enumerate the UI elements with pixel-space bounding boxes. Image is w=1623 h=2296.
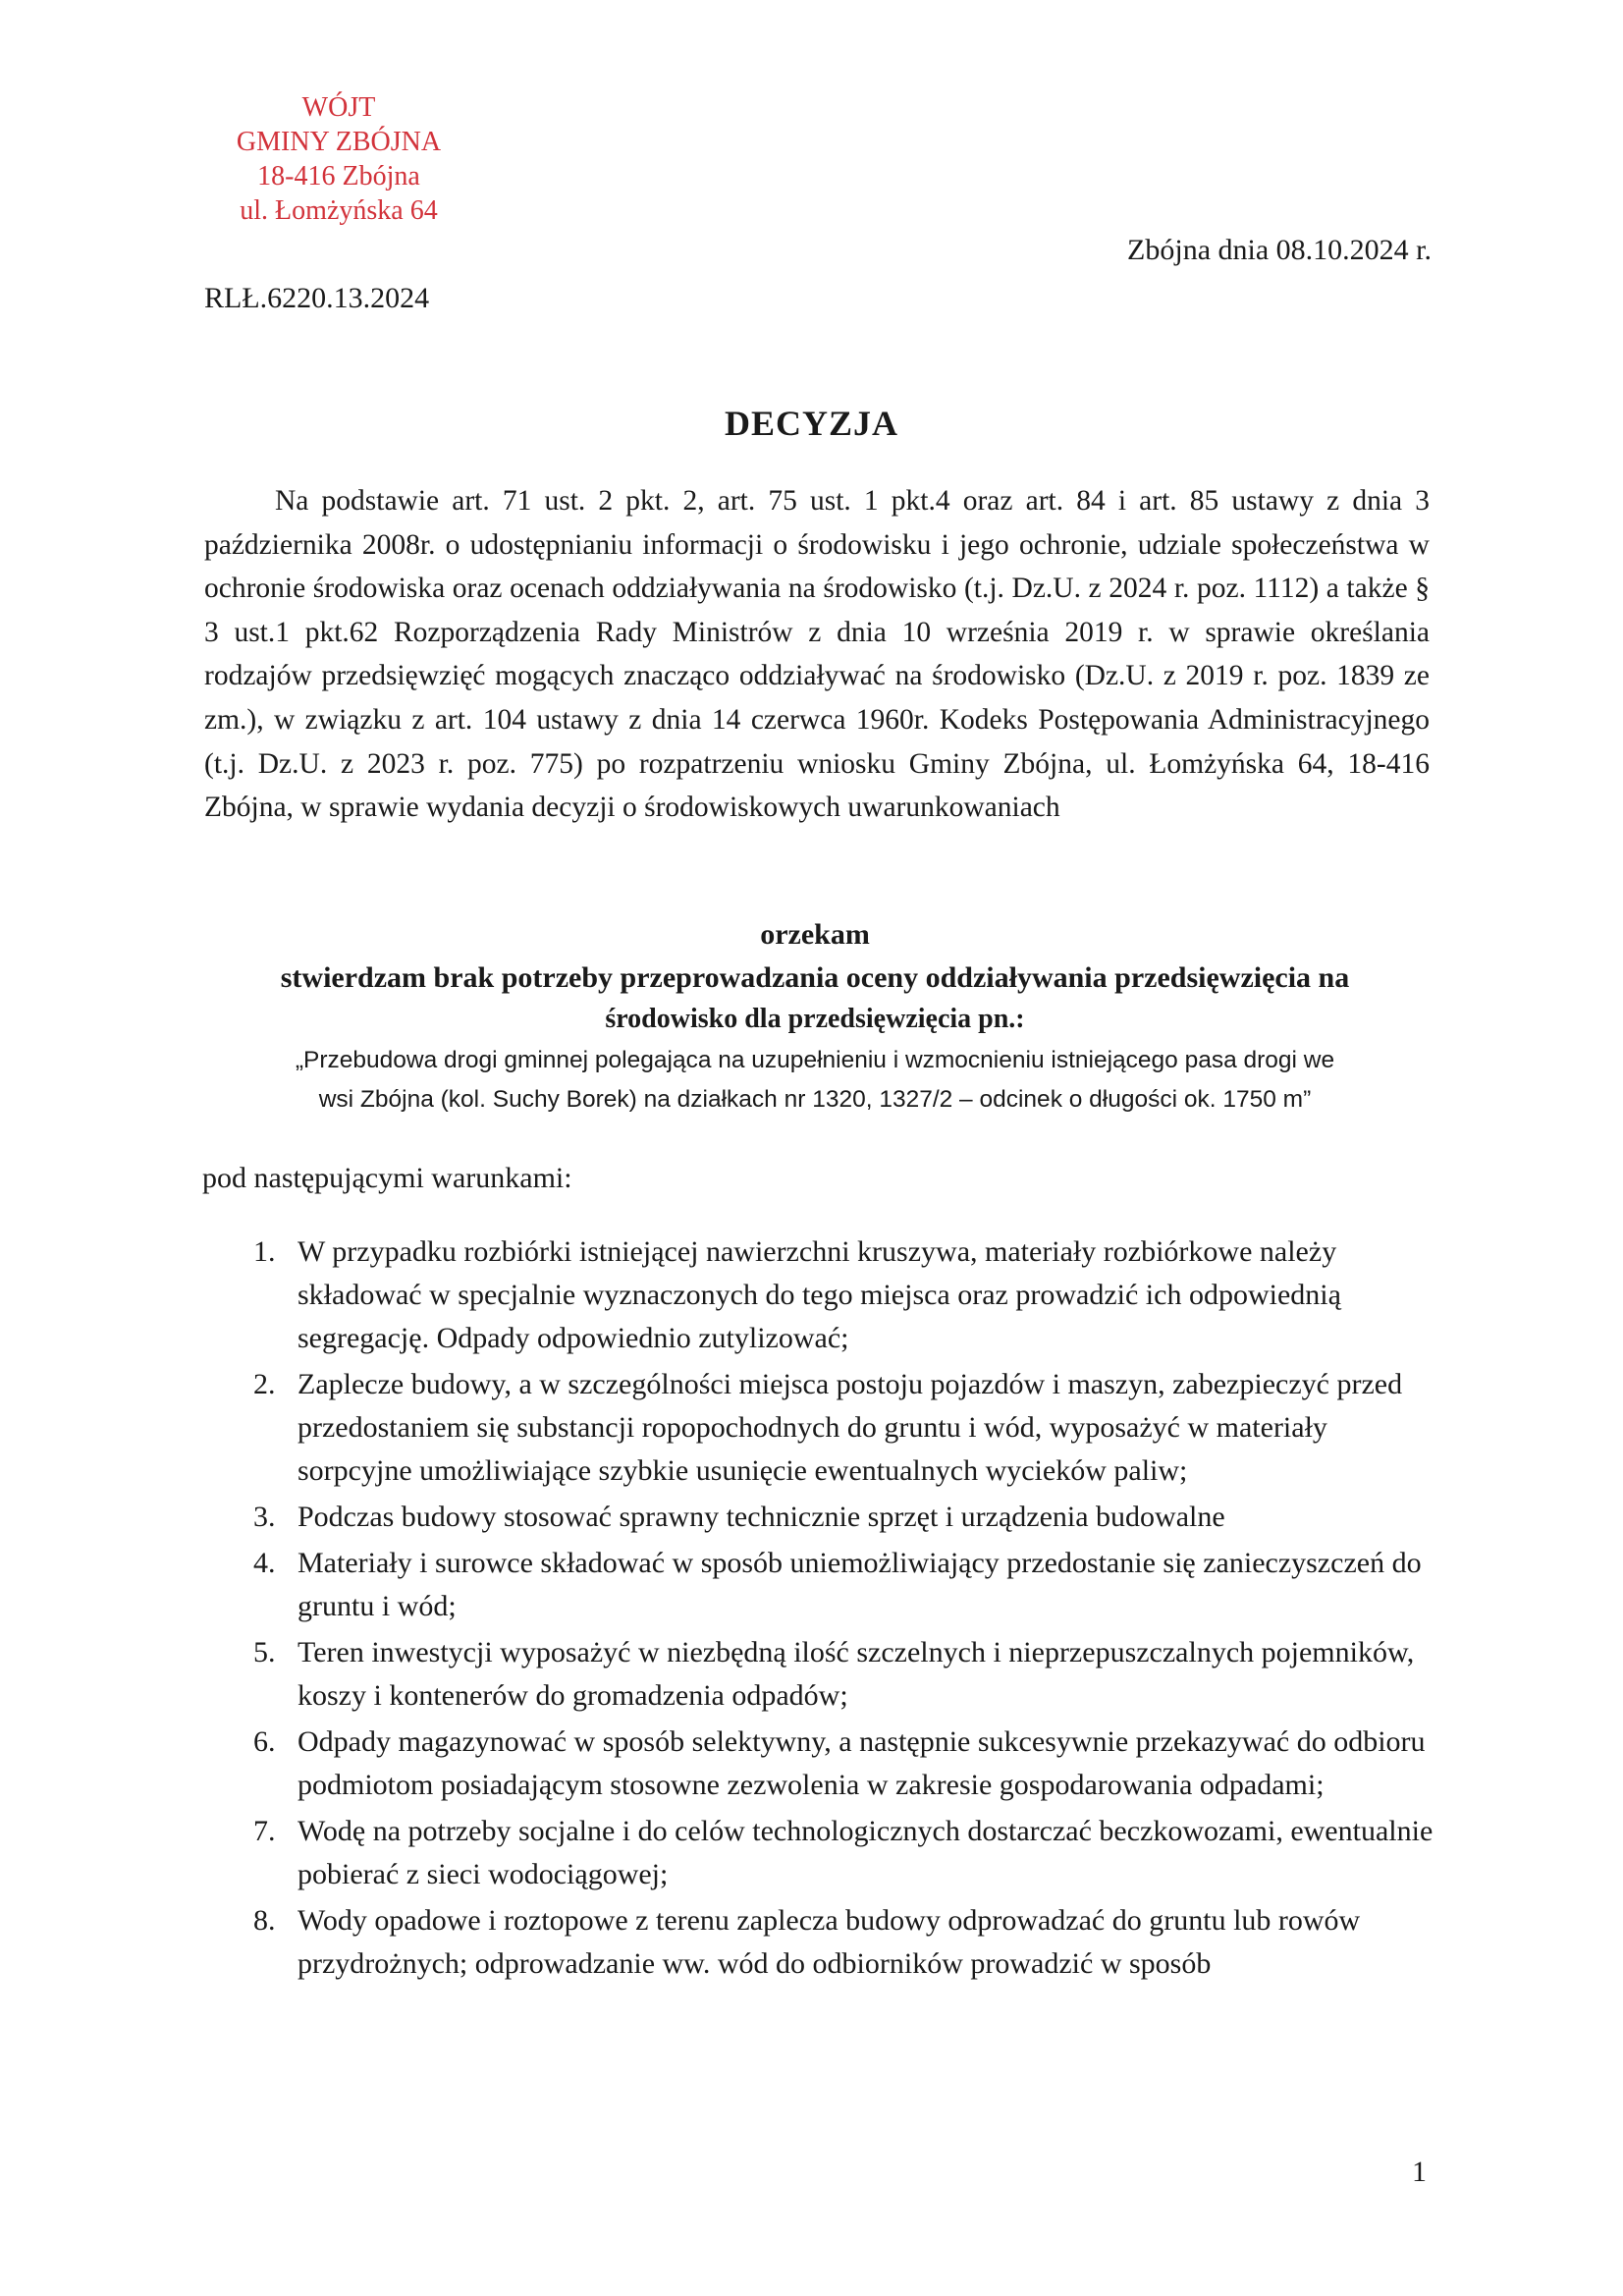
condition-number: 5. <box>253 1636 276 1668</box>
stamp-line: ul. Łomżyńska 64 <box>240 195 438 226</box>
ruling-heading: orzekam <box>760 918 870 951</box>
condition-number: 1. <box>253 1235 276 1268</box>
page-number: 1 <box>1412 2156 1427 2188</box>
project-name <box>196 1041 1434 1120</box>
condition-number: 4. <box>253 1547 276 1579</box>
condition-item <box>253 1496 1441 1539</box>
ruling-section <box>196 913 1434 1120</box>
condition-text: Teren inwestycji wyposażyć w niezbędną ilość szczelnych i nieprzepuszczalnych pojemników, koszy i kontenerów do gromadzenia odpadów; <box>298 1636 1415 1712</box>
condition-number: 2. <box>253 1368 276 1400</box>
stamp-line: 18-416 Zbójna <box>257 161 420 191</box>
reference-number: RLŁ.6220.13.2024 <box>204 282 430 314</box>
conditions-list <box>253 1230 1441 1989</box>
ruling-statement-continued: środowisko dla przedsięwzięcia pn.: <box>605 1004 1025 1034</box>
project-name-line: „Przebudowa drogi gminnej polegająca na uzupełnieniu i wzmocnieniu istniejącego pasa drogi we <box>295 1047 1335 1073</box>
condition-text: Odpady magazynować w sposób selektywny, a następnie sukcesywnie przekazywać do odbioru podmiotom posiadającym stosowne zezwolenia w zakresie gospodarowania odpadami; <box>298 1725 1426 1801</box>
legal-basis-paragraph: Na podstawie art. 71 ust. 2 pkt. 2, art. 75 ust. 1 pkt.4 oraz art. 84 i art. 85 ustawy z dnia 3 października 2008r. o udostępnianiu informacji o środowisku i jego ochronie, udziale społeczeństwa w ochronie środowiska oraz ocenach oddziaływania na środowisko (t.j. Dz.U. z 2024 r. poz. 1112) a także § 3 ust.1 pkt.62 Rozporządzenia Rady Ministrów z dnia 10 września 2019 r. w sprawie określania rodzajów przedsięwzięć mogących znacząco oddziaływać na środowisko (Dz.U. z 2019 r. poz. 1839 ze zm.), w związku z art. 104 ustawy z dnia 14 czerwca 1960r. Kodeks Postępowania Administracyjnego (t.j. Dz.U. z 2023 r. poz. 775) po rozpatrzeniu wniosku Gminy Zbójna, ul. Łomżyńska 64, 18-416 Zbójna, w sprawie wydania decyzji o środowiskowych uwarunkowaniach <box>204 485 1430 824</box>
office-stamp <box>206 90 471 228</box>
stamp-line: GMINY ZBÓJNA <box>236 127 442 157</box>
document-date: Zbójna dnia 08.10.2024 r. <box>1127 234 1432 266</box>
condition-number: 3. <box>253 1501 276 1533</box>
ruling-statement: stwierdzam brak potrzeby przeprowadzania oceny oddziaływania przedsięwzięcia na <box>280 961 1350 994</box>
condition-text: Wody opadowe i roztopowe z terenu zaplecza budowy odprowadzać do gruntu lub rowów przydrożnych; odprowadzanie ww. wód do odbiorników prowadzić w sposób <box>298 1904 1361 1980</box>
condition-item <box>253 1810 1441 1896</box>
condition-item <box>253 1721 1441 1807</box>
condition-number: 6. <box>253 1725 276 1758</box>
condition-number: 8. <box>253 1904 276 1937</box>
condition-item <box>253 1899 1441 1986</box>
condition-item <box>253 1230 1441 1360</box>
condition-text: Podczas budowy stosować sprawny technicznie sprzęt i urządzenia budowalne <box>298 1501 1225 1533</box>
conditions-intro: pod następującymi warunkami: <box>202 1162 572 1194</box>
condition-number: 7. <box>253 1815 276 1847</box>
stamp-line: WÓJT <box>301 92 376 123</box>
condition-text: Wodę na potrzeby socjalne i do celów technologicznych dostarczać beczkowozami, ewentualnie pobierać z sieci wodociągowej; <box>298 1815 1434 1890</box>
condition-text: Zaplecze budowy, a w szczególności miejsca postoju pojazdów i maszyn, zabezpieczyć przed przedostaniem się substancji ropopochodnych do gruntu i wód, wyposażyć w materiały sorpcyjne umożliwiające szybkie usunięcie ewentualnych wycieków paliw; <box>298 1368 1403 1487</box>
document-title: DECYZJA <box>724 404 898 443</box>
condition-item <box>253 1363 1441 1493</box>
project-name-line: wsi Zbójna (kol. Suchy Borek) na działkach nr 1320, 1327/2 – odcinek o długości ok. 1750 m” <box>318 1086 1312 1113</box>
condition-text: Materiały i surowce składować w sposób uniemożliwiający przedostanie się zanieczyszczeń do gruntu i wód; <box>298 1547 1422 1622</box>
condition-item <box>253 1542 1441 1628</box>
condition-item <box>253 1631 1441 1718</box>
condition-text: W przypadku rozbiórki istniejącej nawierzchni kruszywa, materiały rozbiórkowe należy składować w specjalnie wyznaczonych do tego miejsca oraz prowadzić ich odpowiednią segregację. Odpady odpowiednio zutylizować; <box>298 1235 1341 1354</box>
